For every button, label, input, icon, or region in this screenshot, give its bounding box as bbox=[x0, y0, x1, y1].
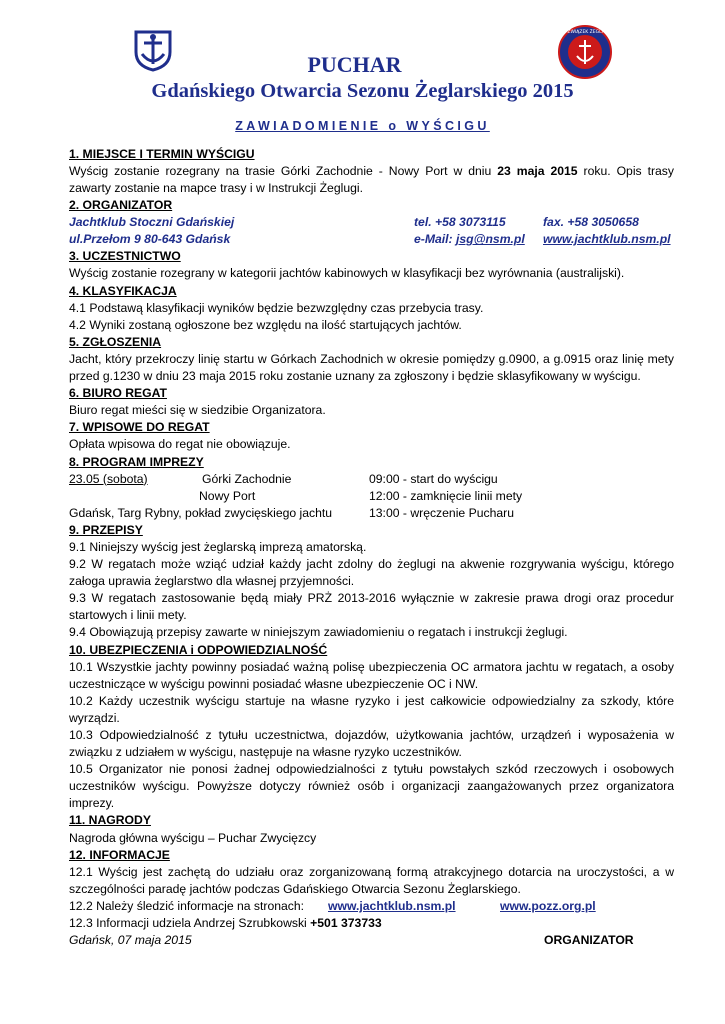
section-heading: 3. UCZESTNICTWO bbox=[69, 249, 181, 264]
program-row: 23.05 (sobota) Górki Zachodnie 09:00 - start do wyścigu bbox=[69, 471, 498, 486]
program-row: Gdańsk, Targ Rybny, pokład zwycięskiego jachtu 13:00 - wręczenie Pucharu bbox=[69, 505, 514, 520]
place-date: Gdańsk, 07 maja 2015 bbox=[69, 933, 192, 948]
paragraph: Wyścig zostanie rozegrany na trasie Górki Zachodnie - Nowy Port w dniu 23 maja 2015 roku. Opis trasy zawarty zostanie na mapce trasy i w Instrukcji Żeglugi. bbox=[69, 164, 674, 196]
notice-heading: ZAWIADOMIENIE o WYŚCIGU bbox=[235, 119, 490, 133]
paragraph: Biuro regat mieści się w siedzibie Organizatora. bbox=[69, 403, 326, 418]
paragraph: 10.1 Wszystkie jachty powinny posiadać ważną polisę ubezpieczenia OC armatora jachtu w regatach, a osoby uczestniczące w wyścigu powinni posiadać własne ubezpieczenie OC i NW. bbox=[69, 659, 674, 691]
footer-row bbox=[69, 932, 674, 949]
section-heading: 9. PRZEPISY bbox=[69, 522, 143, 537]
section-heading: 8. PROGRAM IMPREZY bbox=[69, 454, 204, 469]
section-heading: 11. NAGRODY bbox=[69, 813, 151, 828]
section-heading: 7. WPISOWE DO REGAT bbox=[69, 420, 210, 435]
section-heading: 1. MIEJSCE I TERMIN WYŚCIGU bbox=[69, 147, 255, 161]
paragraph: Wyścig zostanie rozegrany w kategorii jachtów kabinowych w klasyfikacji bez wyrównania (australijski). bbox=[69, 266, 625, 281]
links-row: 12.2 Należy śledzić informacje na stronach: www.jachtklub.nsm.pl www.pozz.org.pl bbox=[69, 898, 674, 915]
paragraph: 4.2 Wyniki zostaną ogłoszone bez względu na ilość startujących jachtów. bbox=[69, 317, 462, 332]
phone-number: +501 373733 bbox=[310, 916, 382, 931]
paragraph: 10.5 Organizator nie ponosi żadnej odpowiedzialności z tytułu powstałych szkód rzeczowych i osobowych uczestników wyścigu. Powyższe dotyczy również osób i organizacji zaangażowanych przez organizatora imprezy. bbox=[69, 762, 674, 811]
page-title: PUCHAR bbox=[307, 52, 402, 77]
organizer-line-2: ul.Przełom 9 80-643 Gdańsk e-Mail: jsg@nsm.pl www.jachtklub.nsm.pl bbox=[69, 231, 674, 248]
paragraph: Nagroda główna wyścigu – Puchar Zwycięzcy bbox=[69, 830, 317, 845]
paragraph: Opłata wpisowa do regat nie obowiązuje. bbox=[69, 437, 291, 452]
section-heading: 2. ORGANIZATOR bbox=[69, 198, 173, 213]
organizer-line-1: Jachtklub Stoczni Gdańskiej tel. +58 3073115 fax. +58 3050658 bbox=[69, 215, 639, 230]
website-link[interactable]: www.jachtklub.nsm.pl bbox=[543, 232, 671, 247]
section-heading: 12. INFORMACJE bbox=[69, 847, 170, 862]
paragraph: 4.1 Podstawą klasyfikacji wyników będzie bezwzględny czas przebycia trasy. bbox=[69, 300, 484, 315]
section-heading: 5. ZGŁOSZENIA bbox=[69, 334, 162, 349]
paragraph: Jacht, który przekroczy linię startu w Górkach Zachodnich w okresie pomiędzy g.0900, a g.0915 oraz linię mety przed g.1230 w dniu 23 maja 2015 roku zostanie uznany za zgłoszony i będzie sklasyfikowany w wyścigu. bbox=[69, 351, 674, 384]
seal-text: POMORSKI ZWIĄZEK ŻEGLARSKI 2005 bbox=[542, 30, 628, 35]
document-body bbox=[69, 146, 674, 949]
paragraph: 9.4 Obowiązują przepisy zawarte w niniejszym zawiadomieniu o regatach i instrukcji żeglugi. bbox=[69, 625, 568, 640]
page-subtitle: Gdańskiego Otwarcia Sezonu Żeglarskiego 2015 bbox=[151, 80, 574, 102]
paragraph: 12.1 Wyścig jest zachętą do udziału oraz zorganizowaną formą atrakcyjnego dotarcia na uroczystości, a w szczególności paradę jachtów podczas Gdańskiego Otwarcia Sezonu Żeglarskiego. bbox=[69, 864, 674, 896]
paragraph: 9.3 W regatach zastosowanie będą miały PRŻ 2013-2016 wyłącznie w zakresie prawa drogi oraz procedur startowych i linii mety. bbox=[69, 591, 674, 623]
paragraph: 10.2 Każdy uczestnik wyścigu startuje na własne ryzyko i jest całkowicie odpowiedzialny za szkody, które wyrządzi. bbox=[69, 693, 674, 725]
pozz-link[interactable]: www.pozz.org.pl bbox=[500, 898, 596, 913]
section-heading: 6. BIURO REGAT bbox=[69, 386, 167, 401]
section-heading: 10. UBEZPIECZENIA i ODPOWIEDZIALNOŚĆ bbox=[69, 642, 328, 657]
paragraph: 9.1 Niniejszy wyścig jest żeglarską imprezą amatorską. bbox=[69, 539, 367, 554]
signature: ORGANIZATOR bbox=[544, 933, 634, 948]
paragraph: 12.3 Informacji udziela Andrzej Szrubkowski +501 373733 bbox=[69, 916, 382, 931]
jachtklub-link[interactable]: www.jachtklub.nsm.pl bbox=[328, 898, 456, 913]
program-row: Nowy Port 12:00 - zamknięcie linii mety bbox=[199, 488, 523, 503]
section-heading: 4. KLASYFIKACJA bbox=[69, 283, 177, 298]
email-link[interactable]: jsg@nsm.pl bbox=[455, 232, 525, 247]
paragraph: 9.2 W regatach może wziąć udział każdy jacht zdolny do żeglugi na akwenie rozgrywania wyścigu, którego załoga uprawia żeglarstwo dla własnej przyjemności. bbox=[69, 557, 674, 589]
paragraph: 10.3 Odpowiedzialność z tytułu uczestnictwa, dojazdów, użytkowania jachtów, urządzeń i wyposażenia w związku z udziałem w wyścigu, następuje na własne ryzyko uczestników. bbox=[69, 728, 674, 760]
